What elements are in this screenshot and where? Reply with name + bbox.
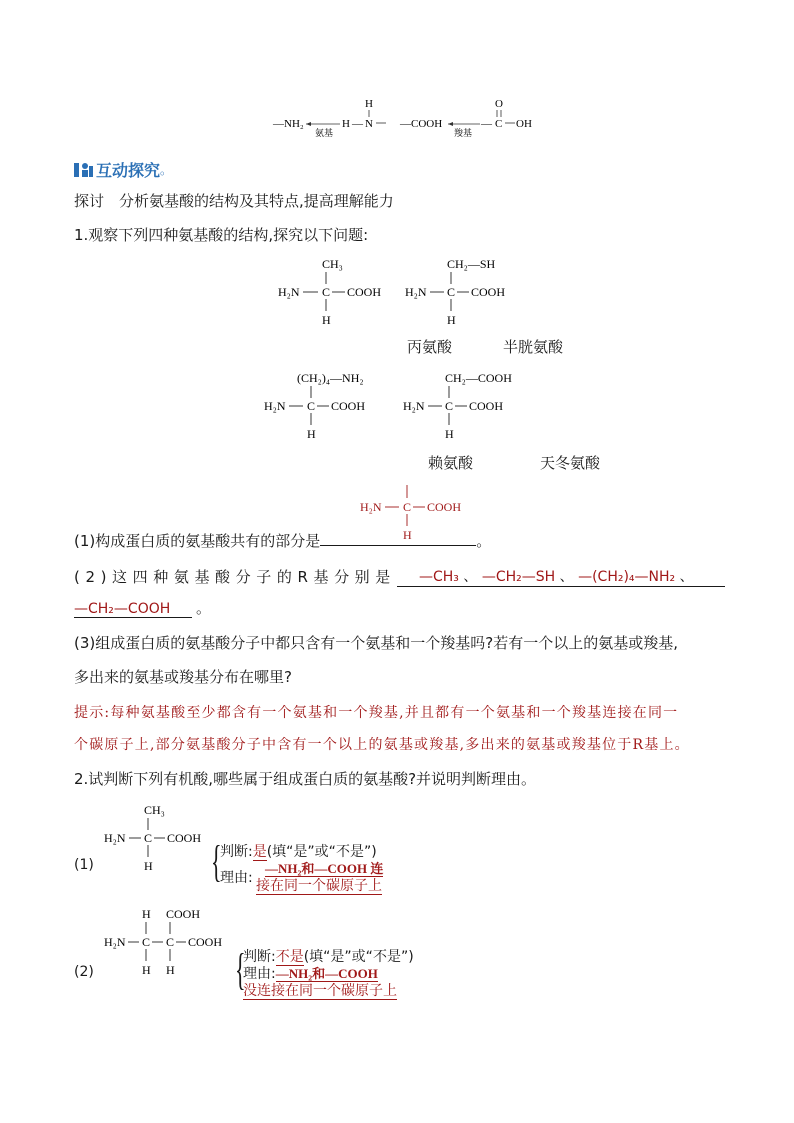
topic-text: 探讨 分析氨基酸的结构及其特点,提高理解能力 <box>74 192 394 210</box>
q2-item1-judge-note: (填“是”或“不是”) <box>266 844 377 860</box>
alanine-carbon: C <box>322 285 331 299</box>
lysine-acid: COOH <box>331 399 366 413</box>
q1-sub2-line2 <box>74 597 211 618</box>
q2-item1-reason-line2 <box>256 875 382 895</box>
q2-item2-judge-note: (填“是”或“不是”) <box>303 949 414 965</box>
q2-item2-label: (2) <box>74 964 94 980</box>
name-alanine: 丙氨酸 <box>407 338 453 356</box>
amino-h-left: H <box>342 118 350 130</box>
answer-acid: COOH <box>427 500 462 514</box>
section-header <box>74 158 172 181</box>
q1-sub1-blank <box>320 531 476 546</box>
carboxyl-c: C <box>495 118 503 130</box>
q1-sub1-end: 。 <box>476 532 492 550</box>
r-group-aspartic: —CH₂—COOH <box>74 601 192 618</box>
q1-sub3-line1: (3)组成蛋白质的氨基酸分子中都只含有一个氨基和一个羧基吗?若有一个以上的氨基或羧基, <box>74 634 678 652</box>
aspartic-r-group: CH₂—COOH <box>445 371 512 385</box>
q2-item2-brace: { <box>235 945 246 994</box>
q1-sub3-line2: 多出来的氨基或羧基分布在哪里? <box>74 668 292 686</box>
r-group-cysteine: —CH₂—SH <box>481 569 556 585</box>
q1-sub1 <box>74 530 491 551</box>
q2-item2-c2: C <box>166 935 175 949</box>
q2-item1-label: (1) <box>74 857 94 873</box>
lysine-h: H <box>307 427 316 441</box>
alanine-acid: COOH <box>347 285 382 299</box>
q1-sub2-end: 。 <box>196 599 212 617</box>
lysine-amine: H₂N <box>264 399 286 413</box>
q2-item2-h4: H <box>166 963 175 977</box>
amino-arrow-head <box>306 122 311 126</box>
q2-item1-h: H <box>144 859 153 873</box>
amino-label: 氨基 <box>315 128 334 138</box>
q2-item2-reason-prefix: 理由: <box>243 966 276 982</box>
structure-alanine <box>278 257 381 327</box>
q2-item2-h1: H <box>142 907 151 921</box>
amino-h-top: H <box>365 98 373 110</box>
aspartic-amine: H₂N <box>403 399 425 413</box>
amino-group-text: —NH₂ <box>273 118 304 130</box>
answer-carbon: C <box>403 500 412 514</box>
alanine-r-group: CH₃ <box>322 257 343 271</box>
name-cysteine: 半胱氨酸 <box>503 338 564 356</box>
carboxyl-label: 羧基 <box>454 128 473 138</box>
carboxyl-oh: OH <box>516 118 532 130</box>
structure-aspartic-acid <box>403 371 512 441</box>
cysteine-amine: H₂N <box>405 285 427 299</box>
interact-icon <box>74 162 94 178</box>
aspartic-h: H <box>445 427 454 441</box>
q2-item1-brace: { <box>211 837 222 886</box>
sep-3: 、 <box>679 569 694 585</box>
q2-intro: 2.试判断下列有机酸,哪些属于组成蛋白质的氨基酸?并说明判断理由。 <box>74 770 537 788</box>
q2-item2-amine: H₂N <box>104 935 126 949</box>
q2-item1-acid: COOH <box>167 831 202 845</box>
carboxyl-arrow-head <box>448 122 453 126</box>
hint-line2: 个碳原子上,部分氨基酸分子中含有一个以上的氨基或羧基,多出来的氨基或羧基位于R基上。 <box>74 737 690 753</box>
name-aspartic: 天冬氨酸 <box>540 454 601 472</box>
q2-item2-reason-line2-text: 没连接在同一个碳原子上 <box>243 983 397 999</box>
carboxyl-group-text: —COOH <box>400 118 443 130</box>
q2-item1-amine: H₂N <box>104 831 126 845</box>
q2-item1-judge-answer: 是 <box>252 844 267 860</box>
cysteine-acid: COOH <box>471 285 506 299</box>
carboxyl-dash: — <box>481 118 492 130</box>
amino-dash: — <box>352 118 363 130</box>
r-group-lysine: —(CH₂)₄—NH₂ <box>578 569 676 585</box>
sep-2: 、 <box>559 569 574 585</box>
q2-item2-r: COOH <box>166 907 201 921</box>
structure-cysteine <box>405 257 505 327</box>
r-group-alanine: —CH₃ <box>419 569 459 585</box>
cysteine-h: H <box>447 313 456 327</box>
q2-item2-reason-line2 <box>243 980 397 1000</box>
amino-acid-structures <box>264 252 630 482</box>
q2-item1-reason-line1-text: —NH₂和—COOH 连 <box>265 861 384 876</box>
amino-n: N <box>365 118 373 130</box>
q2-item1-reason-line2-text: 接在同一个碳原子上 <box>256 878 382 894</box>
answer-h: H <box>403 528 412 542</box>
alanine-h: H <box>322 313 331 327</box>
lysine-r-group: (CH₂)₄—NH₂ <box>297 371 364 385</box>
structure-lysine <box>264 371 365 441</box>
q1-sub1-text: (1)构成蛋白质的氨基酸共有的部分是 <box>74 532 321 550</box>
cysteine-carbon: C <box>447 285 456 299</box>
aspartic-carbon: C <box>445 399 454 413</box>
name-lysine: 赖氨酸 <box>428 454 474 472</box>
section-title: 互动探究 <box>96 161 161 180</box>
alanine-amine: H₂N <box>278 285 300 299</box>
section-dot: 。 <box>160 163 173 177</box>
q1-intro: 1.观察下列四种氨基酸的结构,探究以下问题: <box>74 226 369 244</box>
q1-sub2-text: (2)这四种氨基酸分子的R基分别是 <box>74 568 396 586</box>
cysteine-r-group: CH₂—SH <box>447 257 496 271</box>
q2-item2-judge-prefix: 判断: <box>243 949 276 965</box>
q2-item1-r: CH₃ <box>144 803 165 817</box>
q2-item2-reason-line1: —NH₂和—COOH <box>275 966 378 981</box>
aspartic-acid: COOH <box>469 399 504 413</box>
hint-line1: 提示:每种氨基酸至少都含有一个氨基和一个羧基,并且都有一个氨基和一个羧基连接在同一 <box>74 705 679 721</box>
answer-amine: H₂N <box>360 500 382 514</box>
q2-item1-carbon: C <box>144 831 153 845</box>
amino-carboxyl-diagram <box>268 96 538 138</box>
sep-1: 、 <box>463 569 478 585</box>
carboxyl-o: O <box>495 98 503 110</box>
q2-item1-reason-prefix: 理由: <box>220 870 253 886</box>
q2-item2-c1: C <box>142 935 151 949</box>
q2-item2-structure <box>100 904 240 979</box>
q2-item2-acid: COOH <box>188 935 223 949</box>
q2-item1-judge-prefix: 判断: <box>220 844 253 860</box>
q2-item2-judge-answer: 不是 <box>275 949 304 965</box>
q2-item2-h3: H <box>142 963 151 977</box>
q1-sub2-answers <box>397 566 725 587</box>
lysine-carbon: C <box>307 399 316 413</box>
q2-item1-structure <box>100 800 215 875</box>
